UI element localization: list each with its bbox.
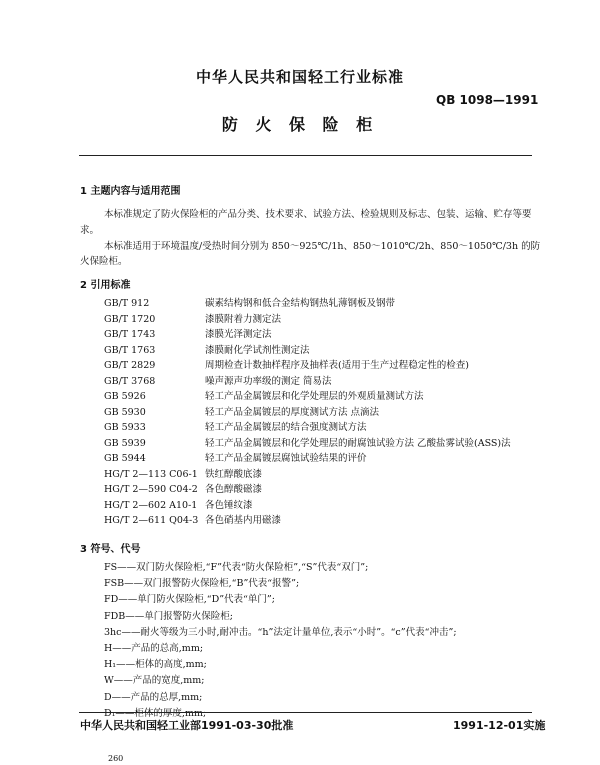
- standard-title: 漆膜耐化学试剂性测定法: [205, 344, 310, 356]
- standard-code: HG/T 2—113 C06-1: [104, 468, 198, 480]
- list-item: [104, 467, 511, 483]
- list-item: [104, 374, 511, 390]
- referenced-standards-list: [104, 296, 511, 529]
- list-item: FD——单门防火保险柜,“D”代表“单门”;: [104, 594, 275, 606]
- standard-code: GB 5939: [104, 437, 146, 449]
- standard-title: 噪声源声功率级的测定 简易法: [205, 375, 332, 387]
- standard-title: 碳素结构钢和低合金结构钢热轧薄钢板及钢带: [205, 298, 396, 309]
- standard-code: HG/T 2—602 A10-1: [104, 499, 198, 511]
- list-item: FSB——双门报警防火保险柜,“B”代表“报警”;: [104, 578, 300, 590]
- standard-title: 轻工产品金属镀层和化学处理层的耐腐蚀试验方法 乙酸盐雾试验(ASS)法: [205, 437, 511, 449]
- top-rule-divider: [79, 155, 532, 156]
- standard-code: GB/T 1763: [104, 344, 156, 356]
- standard-title: 轻工产品金属镀层腐蚀试验结果的评价: [205, 453, 367, 464]
- document-title: 防 火 保 险 柜: [221, 115, 379, 134]
- page-number: 260: [108, 754, 124, 763]
- list-item: [104, 513, 511, 529]
- section-1-para-2-line-1: 本标准适用于环境温度/受热时间分别为 850～925℃/1h、850～1010℃/2h、850～1050℃/3h 的防: [104, 241, 541, 252]
- section-1-para-1-line-2: 求。: [80, 225, 100, 236]
- section-2-heading: 2 引用标准: [80, 280, 131, 291]
- standard-number: QB 1098—1991: [436, 93, 539, 107]
- list-item: H₁——柜体的高度,mm;: [104, 659, 207, 671]
- section-3-heading: 3 符号、代号: [80, 544, 141, 555]
- list-item: [104, 358, 511, 374]
- list-item: [104, 451, 511, 467]
- section-1-para-2-line-2: 火保险柜。: [80, 256, 128, 267]
- standard-title: 漆膜附着力测定法: [205, 313, 282, 325]
- standard-organization: 中华人民共和国轻工行业标准: [195, 68, 404, 86]
- standard-title: 各色醇酸磁漆: [205, 484, 263, 495]
- standard-title: 轻工产品金属镀层的厚度测试方法 点滴法: [205, 406, 380, 418]
- standard-code: GB/T 912: [104, 298, 150, 309]
- list-item: [104, 498, 511, 514]
- section-1-heading: 1 主题内容与适用范围: [80, 186, 181, 197]
- standard-title: 周期检查计数抽样程序及抽样表(适用于生产过程稳定性的检查): [205, 360, 469, 371]
- effective-date: 1991-12-01实施: [453, 719, 546, 732]
- standard-code: GB/T 2829: [104, 360, 156, 371]
- list-item: [104, 482, 511, 498]
- approval-statement: 中华人民共和国轻工业部1991-03-30批准: [80, 719, 294, 732]
- section-1-para-1-line-1: 本标准规定了防火保险柜的产品分类、技术要求、试验方法、检验规则及标志、包装、运输、贮存等要: [104, 209, 532, 220]
- list-item: FS——双门防火保险柜,“F”代表“防火保险柜”,“S”代表“双门”;: [104, 562, 369, 573]
- standard-title: 轻工产品金属镀层的结合强度测试方法: [205, 422, 367, 433]
- symbols-list: [104, 560, 457, 722]
- standard-code: GB 5930: [104, 406, 146, 418]
- standard-code: GB 5933: [104, 422, 146, 433]
- list-item: [104, 296, 511, 312]
- list-item: FDB——单门报警防火保险柜;: [104, 610, 233, 622]
- standard-title: 各色锤纹漆: [205, 499, 253, 511]
- standard-code: HG/T 2—611 Q04-3: [104, 515, 199, 526]
- bottom-rule-divider: [79, 712, 532, 713]
- list-item: W——产品的宽度,mm;: [104, 675, 205, 687]
- standard-code: GB/T 1743: [104, 329, 156, 340]
- list-item: [104, 436, 511, 452]
- standard-code: GB 5944: [104, 453, 146, 464]
- standard-title: 轻工产品金属镀层和化学处理层的外观质量测试方法: [205, 391, 424, 402]
- standard-code: GB 5926: [104, 391, 146, 402]
- standard-title: 各色硝基内用磁漆: [205, 515, 282, 526]
- standard-title: 漆膜光泽测定法: [205, 329, 272, 340]
- standard-title: 铁红醇酸底漆: [205, 468, 263, 480]
- list-item: [104, 343, 511, 359]
- list-item: [104, 389, 511, 405]
- list-item: [104, 420, 511, 436]
- standard-code: GB/T 3768: [104, 375, 156, 387]
- list-item: 3hc——耐火等级为三小时,耐冲击。“h”法定计量单位,表示“小时”。“c”代表“冲击”;: [104, 626, 457, 638]
- list-item: D₁——柜体的厚度,mm;: [104, 707, 207, 719]
- list-item: D——产品的总厚,mm;: [104, 691, 203, 703]
- standard-code: GB/T 1720: [104, 313, 156, 325]
- list-item: [104, 405, 511, 421]
- list-item: [104, 327, 511, 343]
- list-item: H——产品的总高,mm;: [104, 642, 204, 654]
- list-item: [104, 312, 511, 328]
- standard-code: HG/T 2—590 C04-2: [104, 484, 198, 495]
